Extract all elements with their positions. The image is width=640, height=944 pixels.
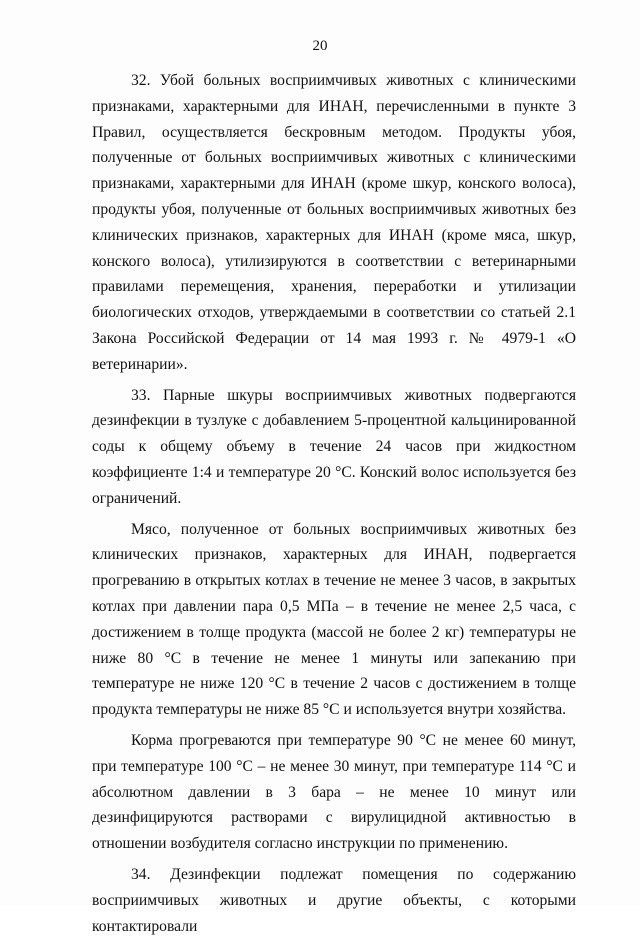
paragraph-32: 32. Убой больных восприимчивых животных с клиническими признаками, характерными для ИНАН, перечисленными в пункте 3 Правил, осуществляется бескровным методом. Продукты убоя, полученные от больных восприимчивых животных с клиническими признаками, характерными для ИНАН (кроме шкур, конского волоса), продукты убоя, полученные от больных восприимчивых животных без клинических признаков, характерных для ИНАН (кроме мяса, шкур, конского волоса), утилизируются в соответствии с ветеринарными правилами перемещения, хранения, переработки и утилизации биологических отходов, утверждаемыми в соответствии со статьей 2.1 Закона Российской Федерации от 14 мая 1993 г. № 4979-1 «О ветеринарии».: [92, 72, 576, 373]
paragraph-feed: Корма прогреваются при температуре 90 °С не менее 60 минут, при температуре 100 °С – не менее 30 минут, при температуре 114 °С и абсолютном давлении в 3 бара – не менее 10 минут или дезинфицируются растворами с вирулицидной активностью в отношении возбудителя согласно инструкции по применению.: [92, 731, 576, 853]
page-number: 20: [312, 38, 328, 54]
paragraph-meat: Мясо, полученное от больных восприимчивых животных без клинических признаков, характерных для ИНАН, подвергается прогреванию в открытых котлах в течение не менее 3 часов, в закрытых котлах при давлении пара 0,5 МПа – в течение не менее 2,5 часа, с достижением в толще продукта (массой не более 2 кг) температуры не ниже 80 °С в течение не менее 1 минуты или запеканию при температуре не ниже 120 °С в течение 2 часов с достижением в толще продукта температуры не ниже 85 °С и используется внутри хозяйства.: [92, 520, 576, 719]
paragraph-34: 34. Дезинфекции подлежат помещения по содержанию восприимчивых животных и другие объекты, с которыми контактировали: [92, 865, 576, 935]
paragraph-33: 33. Парные шкуры восприимчивых животных подвергаются дезинфекции в тузлуке с добавлением 5-процентной кальцинированной соды к общему объему в течение 24 часов при жидкостном коэффициенте 1:4 и температуре 20 °С. Конский волос используется без ограничений.: [92, 386, 576, 507]
document-body: [92, 68, 576, 944]
